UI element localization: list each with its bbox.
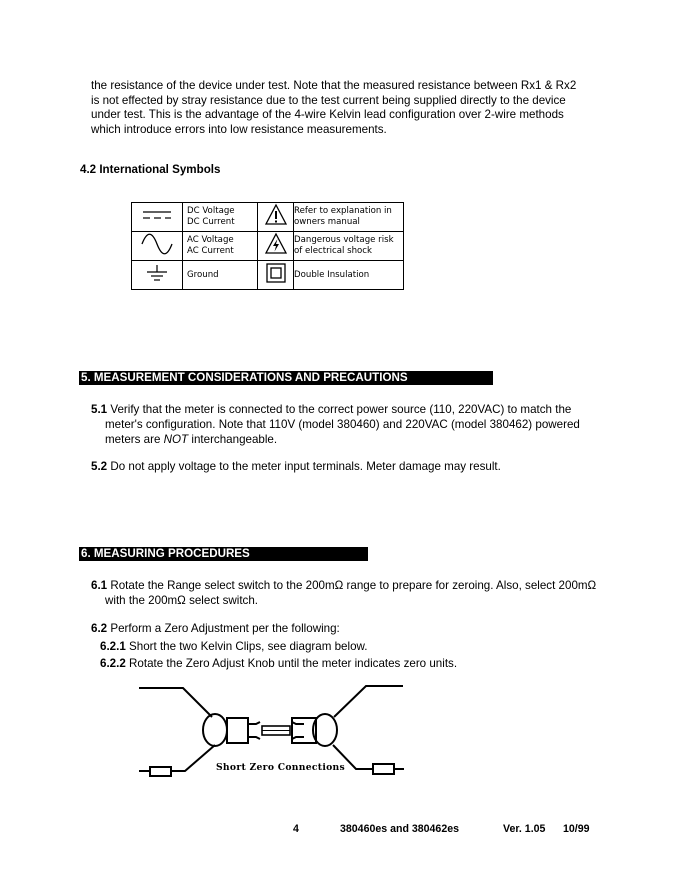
item-6-2-1-number: 6.2.1 bbox=[100, 640, 126, 653]
item-5-2-number: 5.2 bbox=[91, 460, 108, 473]
item-6-2-1-text: Short the two Kelvin Clips, see diagram below. bbox=[129, 640, 368, 653]
item-6-2-number: 6.2 bbox=[91, 622, 108, 635]
item-5-2-text: Do not apply voltage to the meter input terminals. Meter damage may result. bbox=[110, 460, 501, 473]
ac-current-label: AC Current bbox=[187, 246, 234, 256]
footer-page-number: 4 bbox=[293, 823, 299, 835]
intro-paragraph: the resistance of the device under test. Note that the measured resistance between Rx1 & Rx2 is not effected by stray resistance due to the test current being supplied directly to the device under test. This is the advantage of the 4-wire Kelvin lead configuration over 2-wire methods which introduce errors into low resistance measurements. bbox=[91, 79, 577, 136]
section-6-heading-bar: 6. MEASURING PROCEDURES bbox=[79, 547, 368, 561]
item-5-1-text: Verify that the meter is connected to the correct power source (110, 220VAC) to match the meter's configuration. Note that 110V (model 380460) and 220VAC (model 380462) powered meters are bbox=[105, 403, 580, 446]
item-6-2-2-number: 6.2.2 bbox=[100, 657, 126, 670]
refer-explanation-text: Refer to explanation in bbox=[294, 206, 392, 216]
item-6-2-text: Perform a Zero Adjustment per the following: bbox=[110, 622, 340, 635]
ac-voltage-label: AC Voltage bbox=[187, 235, 234, 245]
item-6-1-text: Rotate the Range select switch to the 200mΩ range to prepare for zeroing. Also, select 200mΩ with the 200mΩ select switch. bbox=[105, 579, 597, 607]
ground-label: Ground bbox=[187, 269, 219, 280]
owners-manual-text: owners manual bbox=[294, 217, 360, 227]
item-5-1-end: interchangeable. bbox=[191, 433, 278, 446]
footer-version: Ver. 1.05 bbox=[503, 823, 546, 835]
dc-current-label: DC Current bbox=[187, 217, 235, 227]
item-6-2-2-text: Rotate the Zero Adjust Knob until the meter indicates zero units. bbox=[129, 657, 458, 670]
section-5-heading-bar: 5. MEASUREMENT CONSIDERATIONS AND PRECAUTIONS bbox=[79, 371, 493, 385]
dangerous-voltage-text: Dangerous voltage risk bbox=[294, 235, 394, 245]
footer-date: 10/99 bbox=[563, 823, 590, 835]
section-4-2-heading: 4.2 International Symbols bbox=[80, 163, 221, 176]
item-5-1-not: NOT bbox=[163, 433, 189, 446]
item-5-1-number: 5.1 bbox=[91, 403, 108, 416]
diagram-caption: Short Zero Connections bbox=[216, 762, 345, 773]
dc-voltage-label: DC Voltage bbox=[187, 206, 235, 216]
item-6-1-number: 6.1 bbox=[91, 579, 108, 592]
footer-models: 380460es and 380462es bbox=[340, 823, 459, 835]
electrical-shock-text: of electrical shock bbox=[294, 246, 372, 256]
double-insulation-text: Double Insulation bbox=[294, 269, 370, 280]
